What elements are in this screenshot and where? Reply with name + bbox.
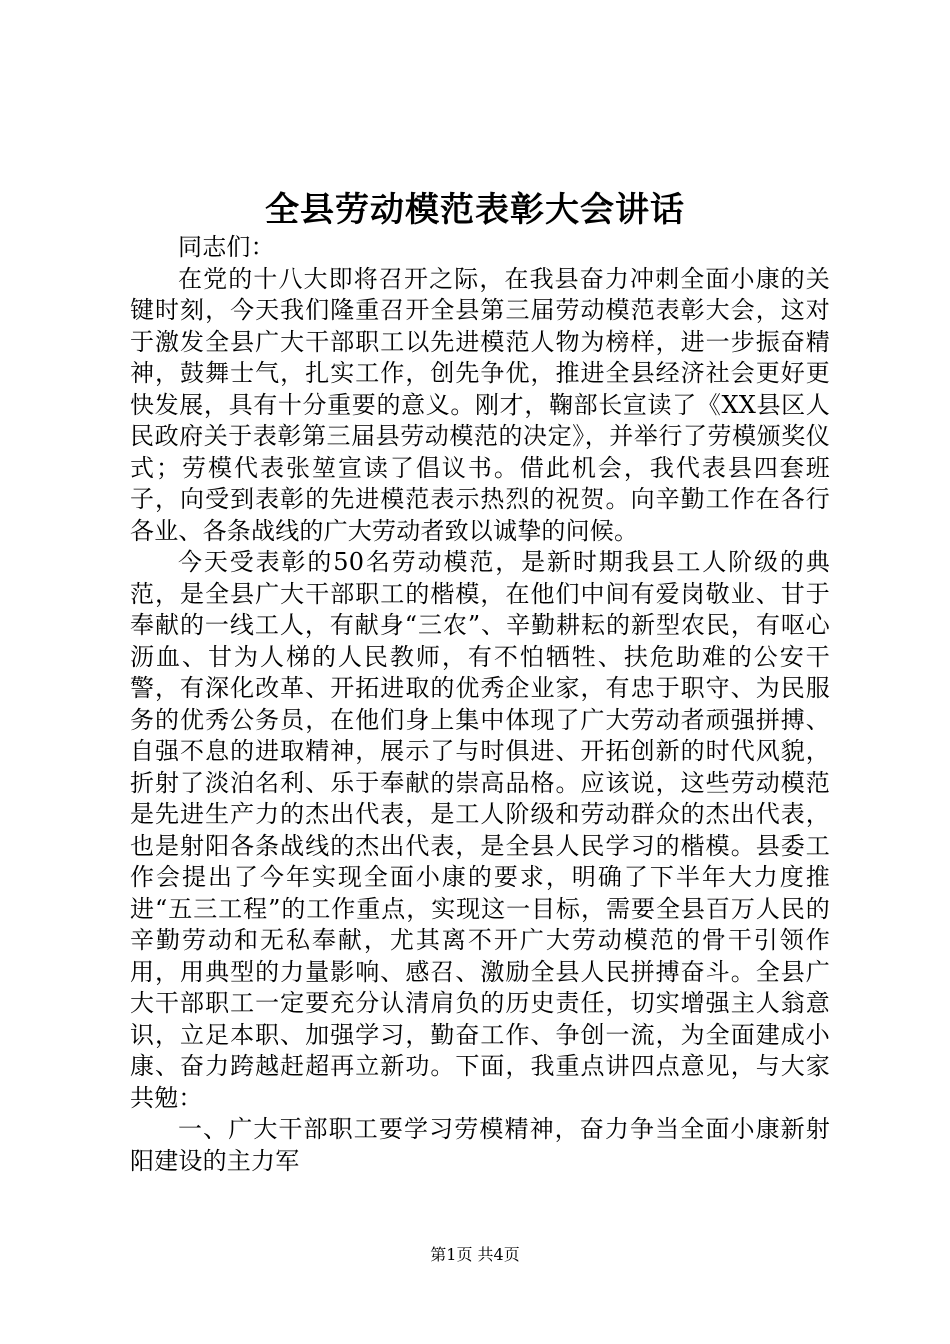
body-paragraph-2: 今天受表彰的50名劳动模范，是新时期我县工人阶级的典范，是全县广大干部职工的楷模，在他们中间有爱岗敬业、甘于奉献的一线工人，有献身“三农”、辛勤耕耘的新型农民，有呕心沥血、甘为人梯的人民教师，有不怕牺牲、扶危助难的公安干警，有深化改革、开拓进取的优秀企业家，有忠于职守、为民服务的优秀公务员，在他们身上集中体现了广大劳动者顽强拼搏、自强不息的进取精神，展示了与时俱进、开拓创新的时代风貌，折射了淡泊名利、乐于奉献的崇高品格。应该说，这些劳动模范是先进生产力的杰出代表，是工人阶级和劳动群众的杰出代表，也是射阳各条战线的杰出代表，是全县人民学习的楷模。县委工作会提出了今年实现全面小康的要求，明确了下半年大力度推进“五三工程”的工作重点，实现这一目标，需要全县百万人民的辛勤劳动和无私奉献，尤其离不开广大劳动模范的骨干引领作用，用典型的力量影响、感召、激励全县人民拼搏奋斗。全县广大干部职工一定要充分认清肩负的历史责任，切实增强主人翁意识，立足本职、加强学习，勤奋工作、争创一流，为全面建成小康、奋力跨越赶超再立新功。下面，我重点讲四点意见，与大家共勉： (130, 548, 830, 1112)
document-body (130, 232, 830, 1177)
body-paragraph-1: 在党的十八大即将召开之际，在我县奋力冲刺全面小康的关键时刻，今天我们隆重召开全县第三届劳动模范表彰大会，这对于激发全县广大干部职工以先进模范人物为榜样，进一步振奋精神，鼓舞士气，扎实工作，创先争优，推进全县经济社会更好更快发展，具有十分重要的意义。刚才，鞠部长宣读了《XX县区人民政府关于表彰第三届县劳动模范的决定》，并举行了劳模颁奖仪式；劳模代表张堃宣读了倡议书。借此机会，我代表县四套班子，向受到表彰的先进模范表示热烈的祝贺。向辛勤工作在各行各业、各条战线的广大劳动者致以诚挚的问候。 (130, 264, 830, 545)
page-footer: 第1页 共4页 (430, 1245, 520, 1264)
section-heading-1: 一、广大干部职工要学习劳模精神，奋力争当全面小康新射阳建设的主力军 (130, 1115, 830, 1175)
salutation-paragraph: 同志们： (178, 233, 275, 261)
document-title: 全县劳动模范表彰大会讲话 (265, 190, 685, 230)
